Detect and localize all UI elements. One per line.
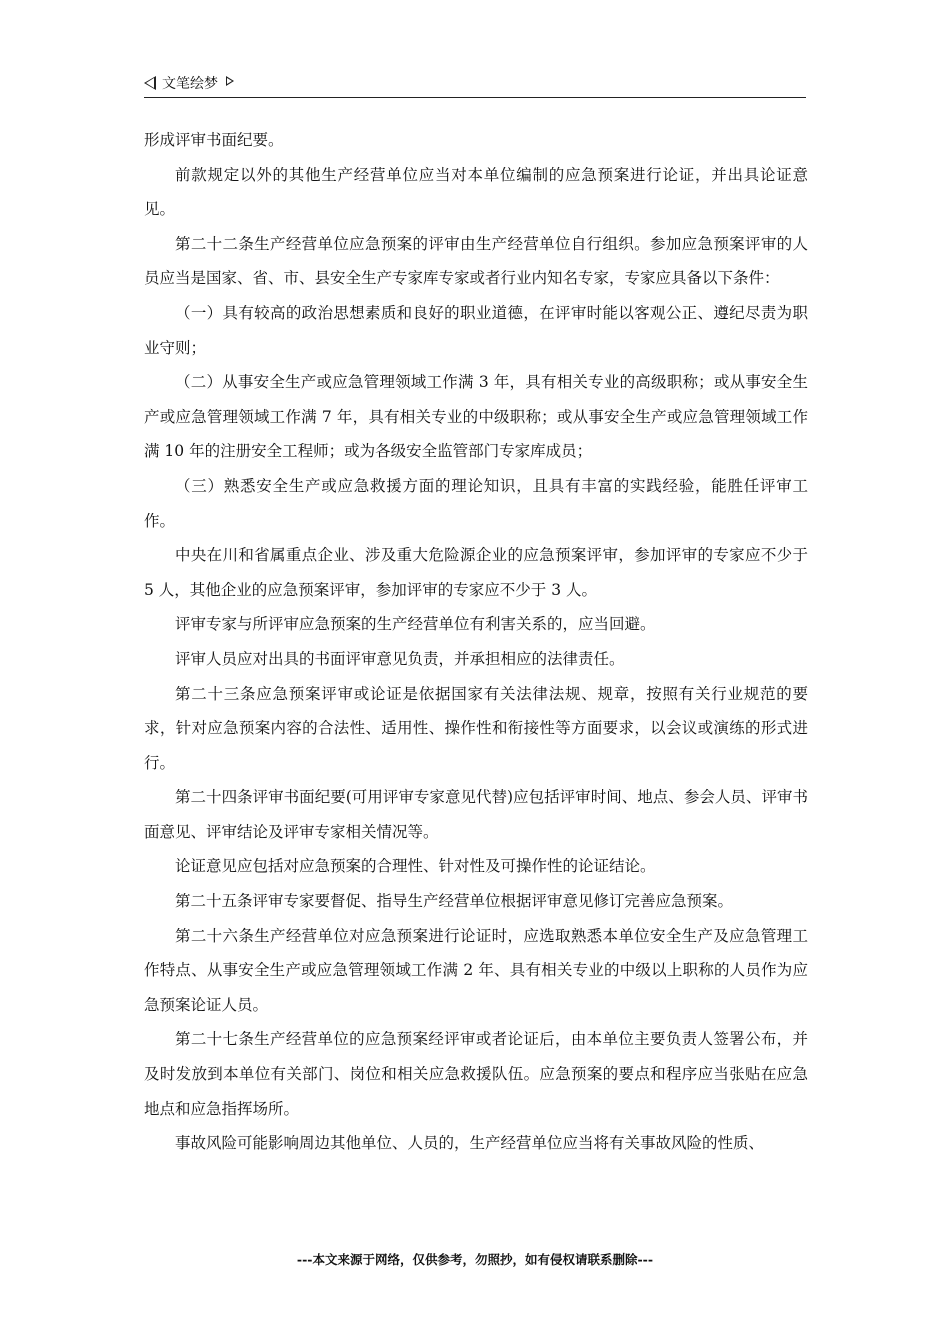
triangle-left-icon xyxy=(144,76,156,90)
paragraph: 第二十七条生产经营单位的应急预案经评审或者论证后，由本单位主要负责人签署公布，并及时发放到本单位有关部门、岗位和相关应急救援队伍。应急预案的要点和程序应当张贴在应急地点和应急指挥场所。 xyxy=(144,1030,808,1118)
paragraph: 第二十四条评审书面纪要(可用评审专家意见代替)应包括评审时间、地点、参会人员、评审书面意见、评审结论及评审专家相关情况等。 xyxy=(144,788,808,841)
footer-disclaimer: ---本文来源于网络，仅供参考，勿照抄，如有侵权请联系删除--- xyxy=(296,1252,654,1267)
paragraph: （一）具有较高的政治思想素质和良好的职业道德，在评审时能以客观公正、遵纪尽责为职业守则； xyxy=(144,303,808,357)
paragraph: 第二十三条应急预案评审或论证是依据国家有关法律法规、规章，按照有关行业规范的要求，针对应急预案内容的合法性、适用性、操作性和衔接性等方面要求，以会议或演练的形式进行。 xyxy=(144,684,808,772)
paragraph: 前款规定以外的其他生产经营单位应当对本单位编制的应急预案进行论证，并出具论证意见。 xyxy=(144,165,808,219)
paragraph: 中央在川和省属重点企业、涉及重大危险源企业的应急预案评审，参加评审的专家应不少于 5 人，其他企业的应急预案评审，参加评审的专家应不少于 3 人。 xyxy=(144,546,808,599)
paragraph: 第二十五条评审专家要督促、指导生产经营单位根据评审意见修订完善应急预案。 xyxy=(175,892,734,911)
paragraph: 事故风险可能影响周边其他单位、人员的，生产经营单位应当将有关事故风险的性质、 xyxy=(175,1134,765,1153)
paragraph: （三）熟悉安全生产或应急救援方面的理论知识，且具有丰富的实践经验，能胜任评审工作。 xyxy=(144,476,808,530)
paragraph: （二）从事安全生产或应急管理领域工作满 3 年，具有相关专业的高级职称；或从事安全生产或应急管理领域工作满 7 年，具有相关专业的中级职称；或从事安全生产或应急管理领域工作满 10 年的注册安全工程师；或为各级安全监管部门专家库成员； xyxy=(144,373,808,461)
triangle-right-icon xyxy=(226,76,234,86)
paragraph: 评审人员应对出具的书面评审意见负责，并承担相应的法律责任。 xyxy=(175,649,625,668)
paragraph: 第二十六条生产经营单位对应急预案进行论证时，应选取熟悉本单位安全生产及应急管理工作特点、从事安全生产或应急管理领域工作满 2 年、具有相关专业的中级以上职称的人员作为应急预案论证人员。 xyxy=(144,926,808,1014)
header-brand-text: 文笔绘梦 xyxy=(162,76,218,92)
paragraph: 第二十二条生产经营单位应急预案的评审由生产经营单位自行组织。参加应急预案评审的人员应当是国家、省、市、县安全生产专家库专家或者行业内知名专家，专家应具备以下条件： xyxy=(144,234,808,288)
paragraph: 论证意见应包括对应急预案的合理性、针对性及可操作性的论证结论。 xyxy=(175,857,656,876)
document-body xyxy=(144,123,808,1161)
page-header xyxy=(144,74,806,98)
paragraph: 形成评审书面纪要。 xyxy=(144,131,284,149)
paragraph: 评审专家与所评审应急预案的生产经营单位有利害关系的，应当回避。 xyxy=(175,615,656,634)
header-brand xyxy=(144,74,234,94)
